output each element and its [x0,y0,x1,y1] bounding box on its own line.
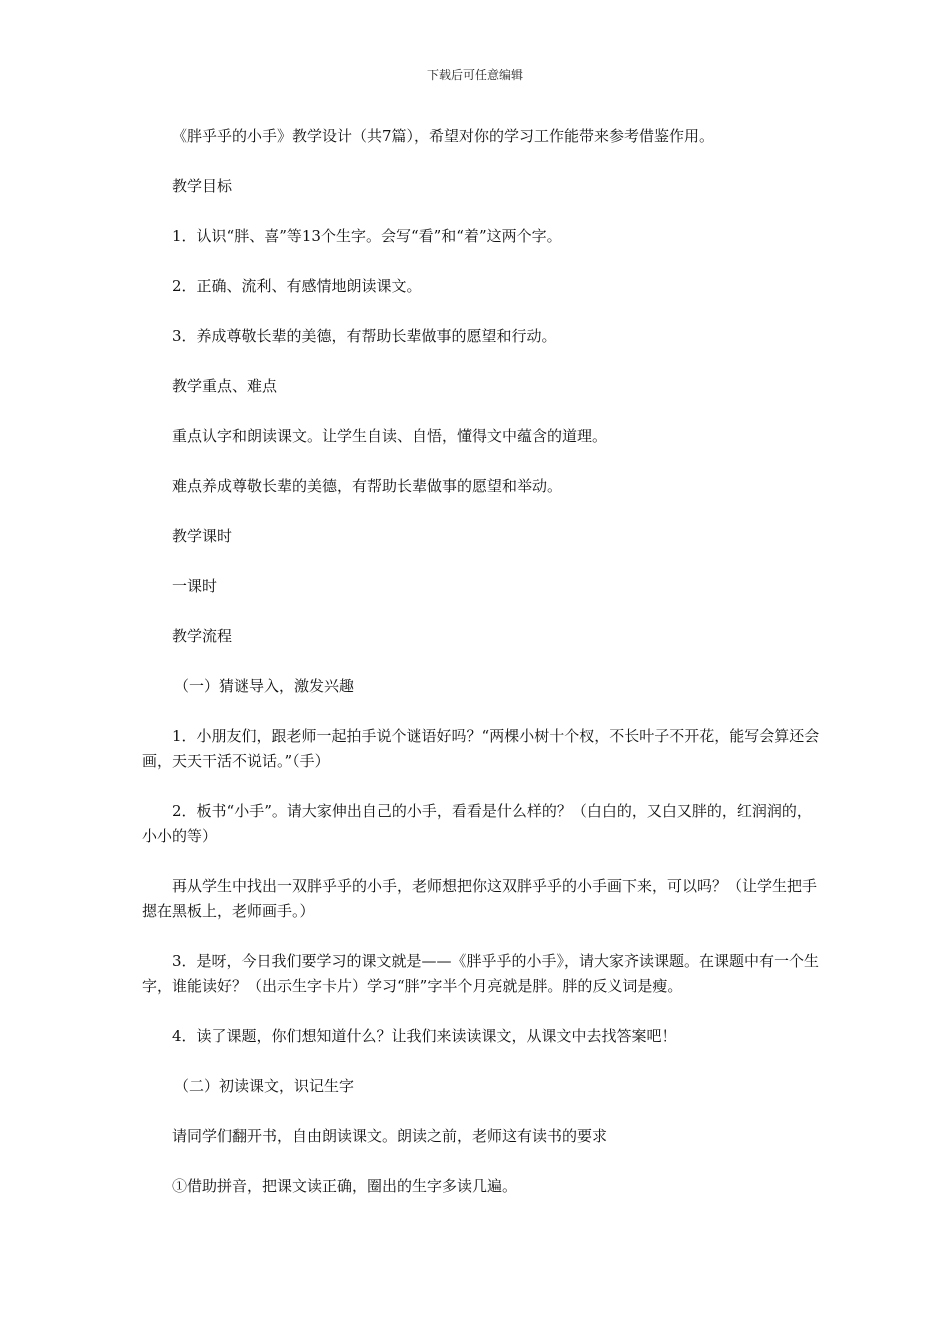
paragraph: 请同学们翻开书，自由朗读课文。朗读之前，老师这有读书的要求 [172,1127,608,1145]
paragraph: 难点养成尊敬长辈的美德，有帮助长辈做事的愿望和举动。 [172,477,563,495]
subsection-heading: （二）初读课文，识记生字 [174,1077,355,1095]
paragraph: 《胖乎乎的小手》教学设计（共7篇），希望对你的学习工作能带来参考借鉴作用。 [172,127,715,145]
paragraph: 3．养成尊敬长辈的美德，有帮助长辈做事的愿望和行动。 [172,327,557,345]
paragraph: 1．认识“胖、喜”等13个生字。会写“看”和“着”这两个字。 [172,227,562,245]
paragraph: 2．正确、流利、有感情地朗读课文。 [172,277,422,295]
section-heading: 教学重点、难点 [172,377,278,395]
subsection-heading: （一）猜谜导入，激发兴趣 [174,677,355,695]
document-body [142,124,822,1224]
paragraph: ①借助拼音，把课文读正确，圈出的生字多读几遍。 [172,1177,518,1195]
paragraph: 4．读了课题，你们想知道什么？让我们来读读课文，从课文中去找答案吧！ [172,1027,677,1045]
section-heading: 教学课时 [172,527,233,545]
section-heading: 教学目标 [172,177,233,195]
paragraph: 重点认字和朗读课文。让学生自读、自悟，懂得文中蕴含的道理。 [172,427,608,445]
paragraph: 再从学生中找出一双胖乎乎的小手，老师想把你这双胖乎乎的小手画下来，可以吗？（让学生把手摁在黑板上，老师画手。） [142,877,818,920]
page-header: 下载后可任意编辑 [426,68,523,82]
paragraph: 2．板书“小手”。请大家伸出自己的小手，看看是什么样的？（白白的，又白又胖的，红润润的，小小的等） [142,802,812,845]
paragraph: 1．小朋友们，跟老师一起拍手说个谜语好吗？“两棵小树十个杈，不长叶子不开花，能写会算还会画，天天干活不说话。”（手） [142,727,820,770]
paragraph: 3．是呀，今日我们要学习的课文就是——《胖乎乎的小手》，请大家齐读课题。在课题中有一个生字，谁能读好？（出示生字卡片）学习“胖”字半个月亮就是胖。胖的反义词是瘦。 [142,952,820,995]
section-heading: 教学流程 [172,627,233,645]
paragraph: 一课时 [172,577,218,595]
